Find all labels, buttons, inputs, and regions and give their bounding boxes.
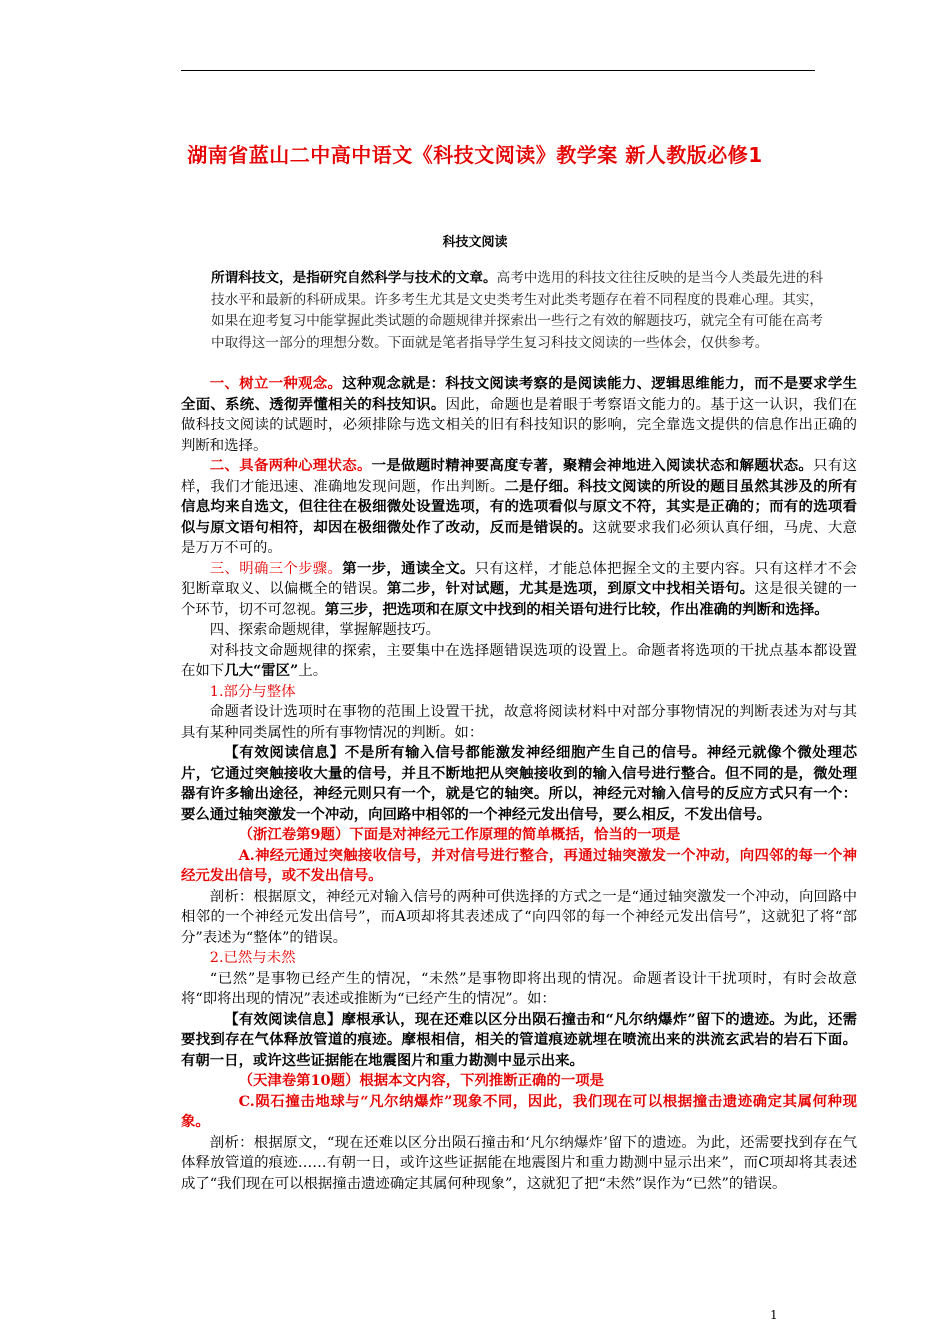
main-body [181,374,857,1194]
point-2-analysis: 剖析：根据原文，“现在还难以区分出陨石撞击和‘凡尔纳爆炸’留下的遗迹。为此，还需要找到存在气体释放管道的痕迹……有朝一日，或许这些证据能在地震图片和重力勘测中显示出来”，而C项却将其表述成了“我们现在可以根据撞击遗迹确定其属何种现象”，这就犯了把“未然”误作为“已然”的错误。 [181,1134,857,1192]
point-2-heading: 2.已然与未然 [209,950,296,966]
point-1-analysis: 剖析：根据原文，神经元对输入信号的两种可供选择的方式之一是“通过轴突激发一个冲动，向回路中相邻的一个神经元发出信号”，而A项却将其表述成了“向四邻的每一个神经元发出信号”，这就犯了将“部分”表述为“整体”的错误。 [181,888,857,946]
intro-bold-lead: 所谓科技文，是指研究自然科学与技术的文章。 [211,270,497,286]
point-1-option: A.神经元通过突触接收信号，并对信号进行整合，再通过轴突激发一个冲动，向四邻的每一个神经元发出信号，或不发出信号。 [181,846,857,884]
section-4: 对科技文命题规律的探索，主要集中在选择题错误选项的设置上。命题者将选项的干扰点基本都设置在如下几大“雷区”上。 [181,642,857,679]
section-1-heading: 一、树立一种观念。 [209,375,343,392]
point-2-text: “已然”是事物已经产生的情况，“未然”是事物即将出现的情况。命题者设计干扰项时，有时会故意将“即将出现的情况”表述或推断为“已经产生的情况”。如： [181,970,857,1007]
section-4-heading: 四、探索命题规律，掌握解题技巧。 [209,622,441,638]
section-3-heading: 三、明确三个步骤。 [209,560,343,577]
point-1-text: 命题者设计选项时在事物的范围上设置干扰，故意将阅读材料中对部分事物情况的判断表述为对与其具有某种同类属性的所有事物情况的判断。如： [181,704,857,741]
point-1-question: （浙江卷第9题）下面是对神经元工作原理的简单概括，恰当的一项是 [238,826,681,843]
point-2-option: C.陨石撞击地球与“凡尔纳爆炸”现象不同，因此，我们现在可以根据撞击遗迹确定其属何种现象。 [181,1092,857,1130]
intro-text: 高考中选用的科技文往往反映的是当今人类最先进的科技水平和最新的科研成果。许多考生尤其是文史类考生对此类考题存在着不同程度的畏难心理。其实，如果在迎考复习中能掌握此类试题的命题规律并探索出一些行之有效的解题技巧，就完全有可能在高考中取得这一部分的理想分数。下面就是笔者指导学生复习科技文阅读的一些体会，仅供参考。 [211,270,824,351]
intro-paragraph [211,268,823,354]
section-1: 一、树立一种观念。这种观念就是：科技文阅读考察的是阅读能力、逻辑思维能力，而不是要求学生全面、系统、透彻弄懂相关的科技知识。因此，命题也是着眼于考察语文能力的。基于这一认识，我们在做科技文阅读的试题时，必须排除与选文相关的旧有科技知识的影响，完全靠选文提供的信息作出正确的判断和选择。 [181,375,857,454]
section-subtitle: 科技文阅读 [442,235,508,250]
section-3: 三、明确三个步骤。第一步，通读全文。只有这样，才能总体把握全文的主要内容。只有这样才不会犯断章取义、以偏概全的错误。第二步，针对试题，尤其是选项，到原文中找相关语句。这是很关键的一个环节，切不可忽视。第三步，把选项和在原文中找到的相关语句进行比较，作出准确的判断和选择。 [181,559,857,618]
page-number: 1 [770,1308,778,1322]
point-2-info: 【有效阅读信息】摩根承认，现在还难以区分出陨石撞击和“凡尔纳爆炸”留下的遗迹。为此，还需要找到存在气体释放管道的痕迹。摩根相信，相关的管道痕迹就埋在喷流出来的洪流玄武岩的岩石下面。有朝一日，或许这些证据能在地震图片和重力勘测中显示出来。 [181,1010,857,1069]
point-1-info: 【有效阅读信息】不是所有输入信号都能激发神经细胞产生自己的信号。神经元就像个微处理芯片，它通过突触接收大量的信号，并且不断地把从突触接收到的输入信号进行整合。但不同的是，微处理器有许多输出途径，神经元则只有一个，就是它的轴突。所以，神经元对输入信号的反应方式只有一个：要么通过轴突激发一个冲动，向回路中相邻的一个神经元发出信号，要么相反，不发出信号。 [181,744,857,823]
point-1-heading: 1.部分与整体 [209,683,296,700]
header-rule [181,70,815,71]
point-2-question: （天津卷第10题）根据本文内容，下列推断正确的一项是 [238,1072,604,1089]
section-2: 二、具备两种心理状态。一是做题时精神要高度专著，聚精会神地进入阅读状态和解题状态。只有这样，我们才能迅速、准确地发现问题，作出判断。二是仔细。科技文阅读的所设的题目虽然其涉及的所有信息均来自选文，但往往在极细微处设置选项，有的选项看似与原文不符，其实是正确的；而有的选项看似与原文语句相符，却因在极细微处作了改动，反而是错误的。这就要求我们必须认真仔细，马虎、大意是万万不可的。 [181,457,857,556]
section-2-heading: 二、具备两种心理状态。 [209,457,372,474]
document-title: 湖南省蓝山二中高中语文《科技文阅读》教学案 新人教版必修1 [187,143,763,167]
